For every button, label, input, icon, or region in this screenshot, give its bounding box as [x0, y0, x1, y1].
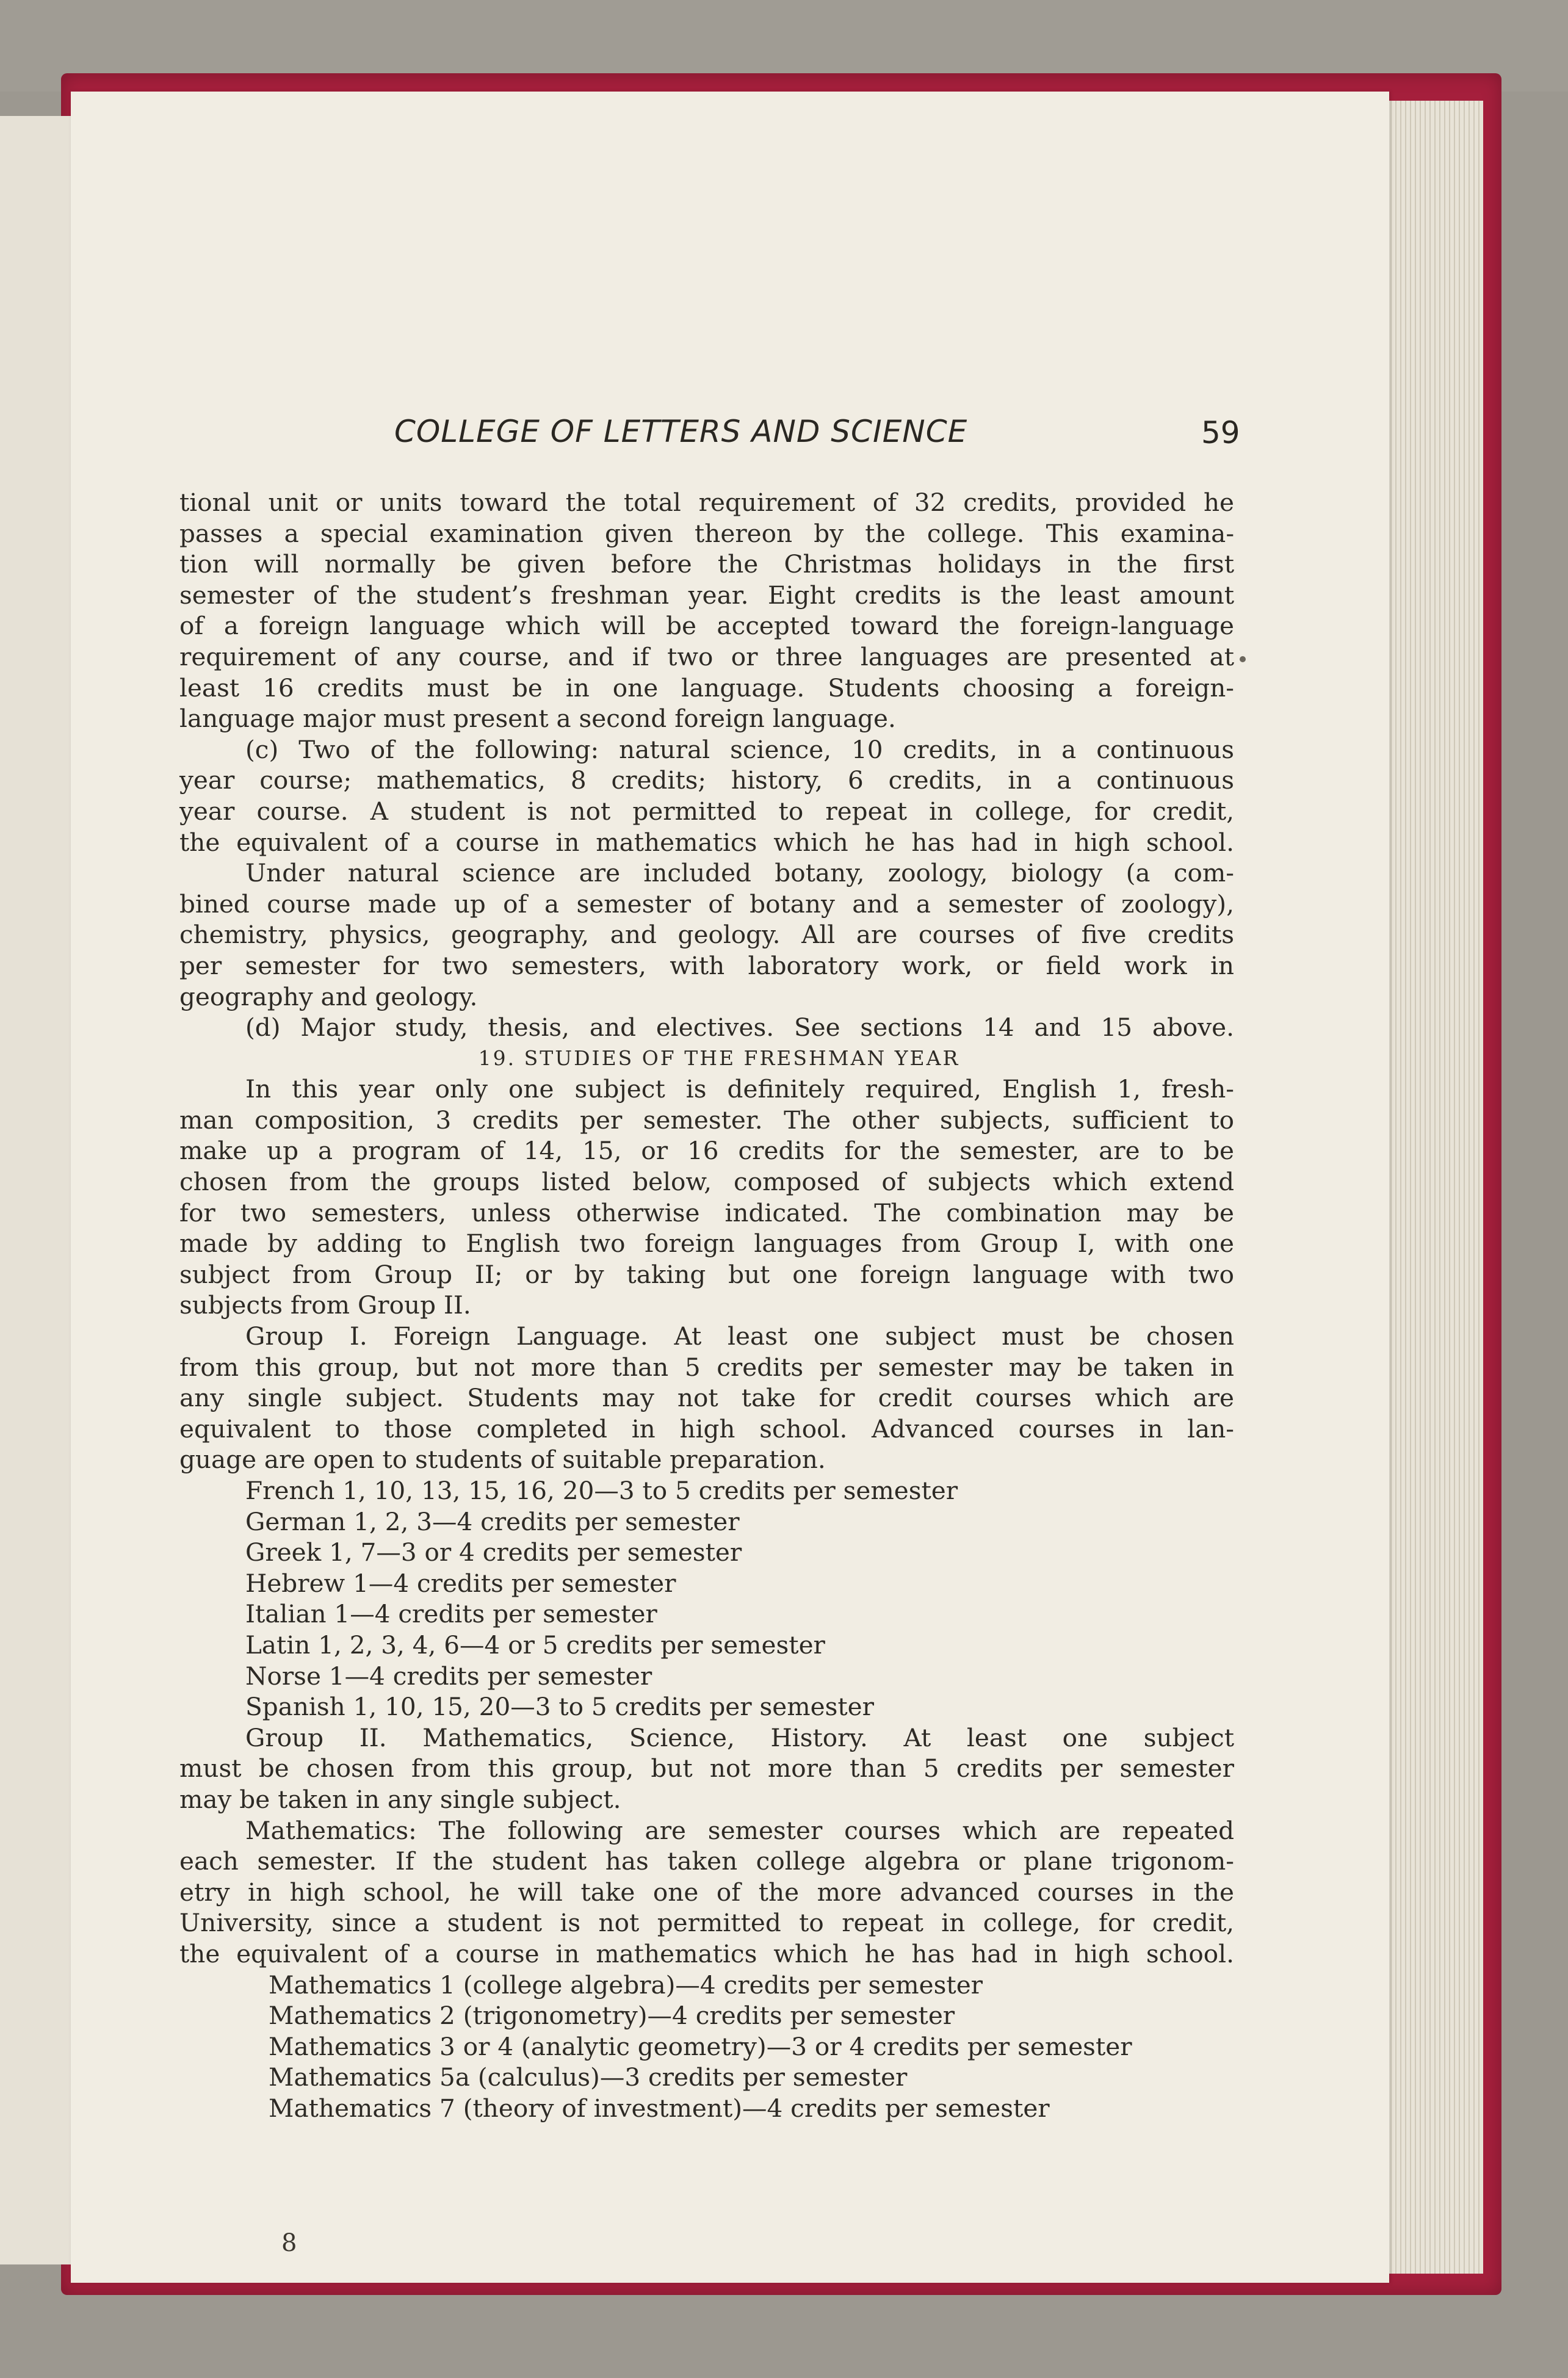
text-line: per semester for two semesters, with laboratory work, or field work in — [179, 950, 1234, 980]
text-line: the equivalent of a course in mathematics which he has had in high school. — [179, 827, 1234, 857]
text-line: Norse 1—4 credits per semester — [245, 1661, 652, 1691]
text-line: Group I. Foreign Language. At least one subject must be chosen — [245, 1321, 1234, 1351]
text-line: for two semesters, unless otherwise indicated. The combination may be — [179, 1198, 1234, 1227]
text-line: University, since a student is not permitted to repeat in college, for credit, — [179, 1908, 1234, 1938]
text-line: Hebrew 1—4 credits per semester — [245, 1568, 676, 1598]
text-line: man composition, 3 credits per semester. The other subjects, sufficient to — [179, 1105, 1234, 1135]
text-line: requirement of any course, and if two or three languages are presented at — [179, 641, 1234, 671]
body-text — [179, 487, 1234, 2123]
text-line: Mathematics 5a (calculus)—3 credits per semester — [269, 2062, 908, 2092]
text-line: semester of the student’s freshman year. Eight credits is the least amount — [179, 580, 1234, 610]
text-line: French 1, 10, 13, 15, 16, 20—3 to 5 credits per semester — [245, 1476, 958, 1505]
text-line: Mathematics 1 (college algebra)—4 credits per semester — [269, 1970, 983, 2000]
text-line: 19. STUDIES OF THE FRESHMAN YEAR — [478, 1046, 960, 1070]
text-line: Spanish 1, 10, 15, 20—3 to 5 credits per semester — [245, 1692, 874, 1722]
text-line: each semester. If the student has taken college algebra or plane trigonom- — [179, 1846, 1234, 1876]
text-line: any single subject. Students may not take for credit courses which are — [179, 1383, 1234, 1413]
text-line: Mathematics: The following are semester courses which are repeated — [245, 1815, 1234, 1845]
text-line: Mathematics 2 (trigonometry)—4 credits per semester — [269, 2001, 955, 2031]
facing-page-edge — [0, 116, 74, 2264]
text-line: year course; mathematics, 8 credits; history, 6 credits, in a continuous — [179, 765, 1234, 795]
book-page — [71, 92, 1389, 2283]
text-line: tional unit or units toward the total requirement of 32 credits, provided he — [179, 488, 1234, 517]
text-line: tion will normally be given before the Christmas holidays in the first — [179, 549, 1234, 579]
text-line: subject from Group II; or by taking but one foreign language with two — [179, 1259, 1234, 1289]
text-line: language major must present a second foreign language. — [179, 704, 896, 734]
text-line: year course. A student is not permitted to repeat in college, for credit, — [179, 796, 1234, 826]
text-line: must be chosen from this group, but not more than 5 credits per semester — [179, 1754, 1234, 1784]
text-line: Mathematics 3 or 4 (analytic geometry)—3 or 4 credits per semester — [269, 2031, 1132, 2061]
text-line: Greek 1, 7—3 or 4 credits per semester — [245, 1538, 742, 1567]
text-line: from this group, but not more than 5 credits per semester may be taken in — [179, 1352, 1234, 1382]
text-line: the equivalent of a course in mathematics which he has had in high school. — [179, 1939, 1234, 1968]
ink-speck — [1240, 656, 1246, 662]
signature-mark: 8 — [281, 2229, 297, 2257]
text-line: made by adding to English two foreign languages from Group I, with one — [179, 1229, 1234, 1259]
text-line: Group II. Mathematics, Science, History. At least one subject — [245, 1722, 1234, 1752]
text-line: make up a program of 14, 15, or 16 credits for the semester, are to be — [179, 1136, 1234, 1166]
text-line: passes a special examination given thereon by the college. This examina- — [179, 518, 1234, 548]
text-line: etry in high school, he will take one of the more advanced courses in the — [179, 1877, 1234, 1907]
text-line: guage are open to students of suitable preparation. — [179, 1445, 826, 1475]
text-line: German 1, 2, 3—4 credits per semester — [245, 1506, 740, 1536]
text-line: subjects from Group II. — [179, 1290, 471, 1320]
text-line: chemistry, physics, geography, and geology. All are courses of five credits — [179, 920, 1234, 950]
text-line: bined course made up of a semester of botany and a semester of zoology), — [179, 889, 1234, 919]
text-line: least 16 credits must be in one language. Students choosing a foreign- — [179, 673, 1234, 703]
text-line: chosen from the groups listed below, composed of subjects which extend — [179, 1167, 1234, 1197]
text-line: Mathematics 7 (theory of investment)—4 credits per semester — [269, 2093, 1050, 2123]
text-line: may be taken in any single subject. — [179, 1784, 621, 1814]
text-line: of a foreign language which will be accepted toward the foreign-language — [179, 611, 1234, 641]
text-line: geography and geology. — [179, 981, 478, 1011]
text-line: Latin 1, 2, 3, 4, 6—4 or 5 credits per semester — [245, 1630, 825, 1660]
text-line: (c) Two of the following: natural science, 10 credits, in a continuous — [245, 734, 1234, 764]
running-head: COLLEGE OF LETTERS AND SCIENCE — [394, 414, 968, 449]
text-line: (d) Major study, thesis, and electives. See sections 14 and 15 above. — [245, 1013, 1234, 1043]
text-line: Italian 1—4 credits per semester — [245, 1599, 657, 1629]
text-line: equivalent to those completed in high school. Advanced courses in lan- — [179, 1414, 1234, 1444]
text-line: Under natural science are included botany, zoology, biology (a com- — [245, 858, 1234, 888]
text-line: In this year only one subject is definitely required, English 1, fresh- — [245, 1074, 1234, 1104]
page-number: 59 — [1201, 415, 1240, 450]
